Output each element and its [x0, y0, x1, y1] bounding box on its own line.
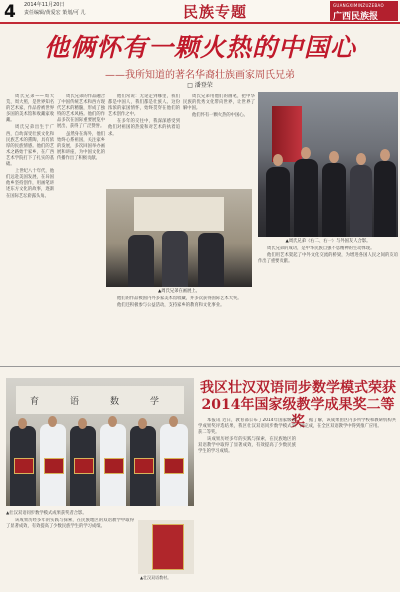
photo-textbook — [138, 520, 194, 574]
paragraph: 他们用艺术架起了中外文化交流的桥梁，为增进各国人民之间的友谊作出了重要贡献。 — [258, 253, 398, 265]
paragraph: 周氏兄弟的成功，是中华民族自强不息精神的生动体现。 — [267, 246, 375, 251]
photo-mid-caption: ▲周氏兄弟在画展上。 — [158, 289, 200, 294]
banner-char: 语 — [70, 397, 80, 407]
photo-award-caption: ▲壮汉双语同步数学模式成果获奖者合影。 — [6, 511, 87, 516]
paragraph: 本报讯 近日，教育部公布了2014年国家级教学成果奖评选结果，我区壮汉双语同步数学模式荣获二等奖。 — [198, 418, 296, 436]
photo-person — [128, 235, 154, 287]
paragraph: 在多年的交往中，我深深感受到他们对祖国的热爱和对艺术的执着追求。 — [108, 119, 180, 137]
editor-line: 责任编辑/黄爱宏 策划/可 儿 — [24, 10, 86, 16]
paragraph: 周氏兄弟用他们的画笔，把中华民族的优秀文化带向世界，让世界了解中国。 — [183, 94, 255, 112]
photo-face — [108, 416, 117, 427]
photo-face — [273, 154, 283, 166]
award-certificate — [104, 458, 124, 474]
header-rule — [0, 22, 400, 24]
award-certificate — [134, 458, 154, 474]
photo-book-caption: ▲壮汉双语教材。 — [140, 575, 172, 580]
photo-person — [198, 233, 224, 287]
photo-award-group — [6, 378, 194, 506]
article-column-4 — [183, 94, 255, 186]
award-certificate — [164, 458, 184, 474]
main-byline: □ 潘登荣 — [187, 82, 213, 89]
photo-face — [301, 147, 311, 159]
second-headline: 我区壮汉双语同步数学模式荣获2014年国家级教学成果奖二等奖 — [200, 380, 396, 430]
award-certificate — [14, 458, 34, 474]
main-headline: 他俩怀有一颗火热的中国心 — [43, 33, 356, 62]
main-subheadline: ——我所知道的著名华裔壮族画家周氏兄弟 — [105, 70, 295, 81]
second-article-column-2 — [300, 418, 396, 588]
paragraph: 他们怀有一颗火热的中国心。 — [192, 113, 248, 119]
photo-group-with-officials — [258, 92, 398, 237]
paragraph: 他们还积极参与公益活动，支持家乡的教育和文化事业。 — [117, 303, 225, 309]
photo-person — [294, 159, 318, 237]
photo-face — [329, 151, 339, 163]
section-divider — [0, 366, 400, 367]
masthead — [330, 1, 398, 21]
paragraph: 周氏兄弟——周大荒、周大照，是世界知名的艺术家，作品曾被世界多国的美术馆和收藏家收藏。 — [6, 94, 54, 124]
photo-banner — [134, 197, 224, 231]
article-column-1 — [6, 94, 54, 364]
book-cover — [152, 524, 184, 570]
photo-person — [350, 165, 372, 237]
banner-char: 数 — [110, 397, 120, 407]
article-column-3 — [108, 94, 180, 186]
paragraph: 据了解，该成果由区内多所学校和教研机构共同完成，在全区双语教学中得到推广应用。 — [300, 418, 396, 430]
photo-face — [48, 416, 57, 427]
photo-face — [356, 153, 366, 165]
photo-top-caption: ▲周氏兄弟（右二、右一）与外国友人合影。 — [285, 239, 371, 244]
paragraph: 他们常说：无论走到哪里，我们都是中国人，我们都是壮族人。这份浓浓的家国情怀，始终贯穿在他们的艺术创作之中。 — [108, 94, 180, 118]
photo-exhibition — [106, 189, 252, 287]
photo-face — [380, 149, 390, 161]
article-column-2 — [57, 94, 105, 364]
photo-face — [169, 416, 178, 427]
page-number: 4 — [4, 2, 16, 22]
paragraph: 周氏兄弟的作品融合了中国传统艺术和西方现代艺术的精髓，形成了独特的艺术风格。他们的作品多次在国际重要展览中展出，获得了广泛赞誉。 — [57, 94, 105, 130]
award-certificate — [44, 458, 64, 474]
article-column-6 — [258, 246, 398, 364]
section-title: 民族专题 — [183, 3, 248, 21]
photo-face — [78, 418, 87, 429]
article-column-5 — [108, 296, 252, 364]
photo-person — [162, 231, 188, 287]
award-certificate — [74, 458, 94, 474]
photo-person — [266, 167, 290, 237]
paragraph: 该成果历经多年的实践与探索，在民族地区的双语教学中取得了显著成效，有效提高了少数民族学生的学习成绩。 — [198, 437, 296, 455]
photo-face — [138, 418, 147, 429]
photo-face — [18, 418, 27, 429]
banner-char: 学 — [150, 397, 160, 407]
photo-person — [374, 161, 396, 237]
banner-char: 育 — [30, 397, 40, 407]
second-article-column-1 — [198, 418, 296, 588]
paragraph: 该成果历经多年的实践与探索，在民族地区的双语教学中取得了显著成效，有效提高了少数民族学生的学习成绩。 — [6, 518, 134, 530]
photo-person — [322, 163, 346, 237]
paragraph: 上世纪八十年代，他们远赴美国发展，在异国他乡坚持创作，用画笔讲述东方文化的故事，逐渐在国际艺坛崭露头角。 — [6, 169, 54, 199]
paragraph: 虽然身在海外，他们始终心系祖国，关注家乡的发展，多次回国举办画展和讲座，为中国文化的传播作出了积极贡献。 — [57, 131, 105, 161]
masthead-en: GUANGXIMINZUZEBAO — [333, 3, 384, 8]
issue-date: 2014年11月20日 — [24, 2, 65, 8]
photo-backdrop-banner — [16, 386, 184, 414]
masthead-cn: 广西民族报 — [333, 12, 379, 22]
paragraph: 他们的作品被国内外多家美术馆收藏，并多次获得国际艺术大奖。 — [117, 296, 242, 301]
paragraph: 周氏兄弟出生于广西，自幼深受壮族文化和民族艺术的熏陶，具有浓厚的民族情感。他们的艺术之路始于家乡，在广西艺术学院打下了扎实的基础。 — [6, 125, 54, 168]
second-article-column-3 — [6, 518, 134, 588]
